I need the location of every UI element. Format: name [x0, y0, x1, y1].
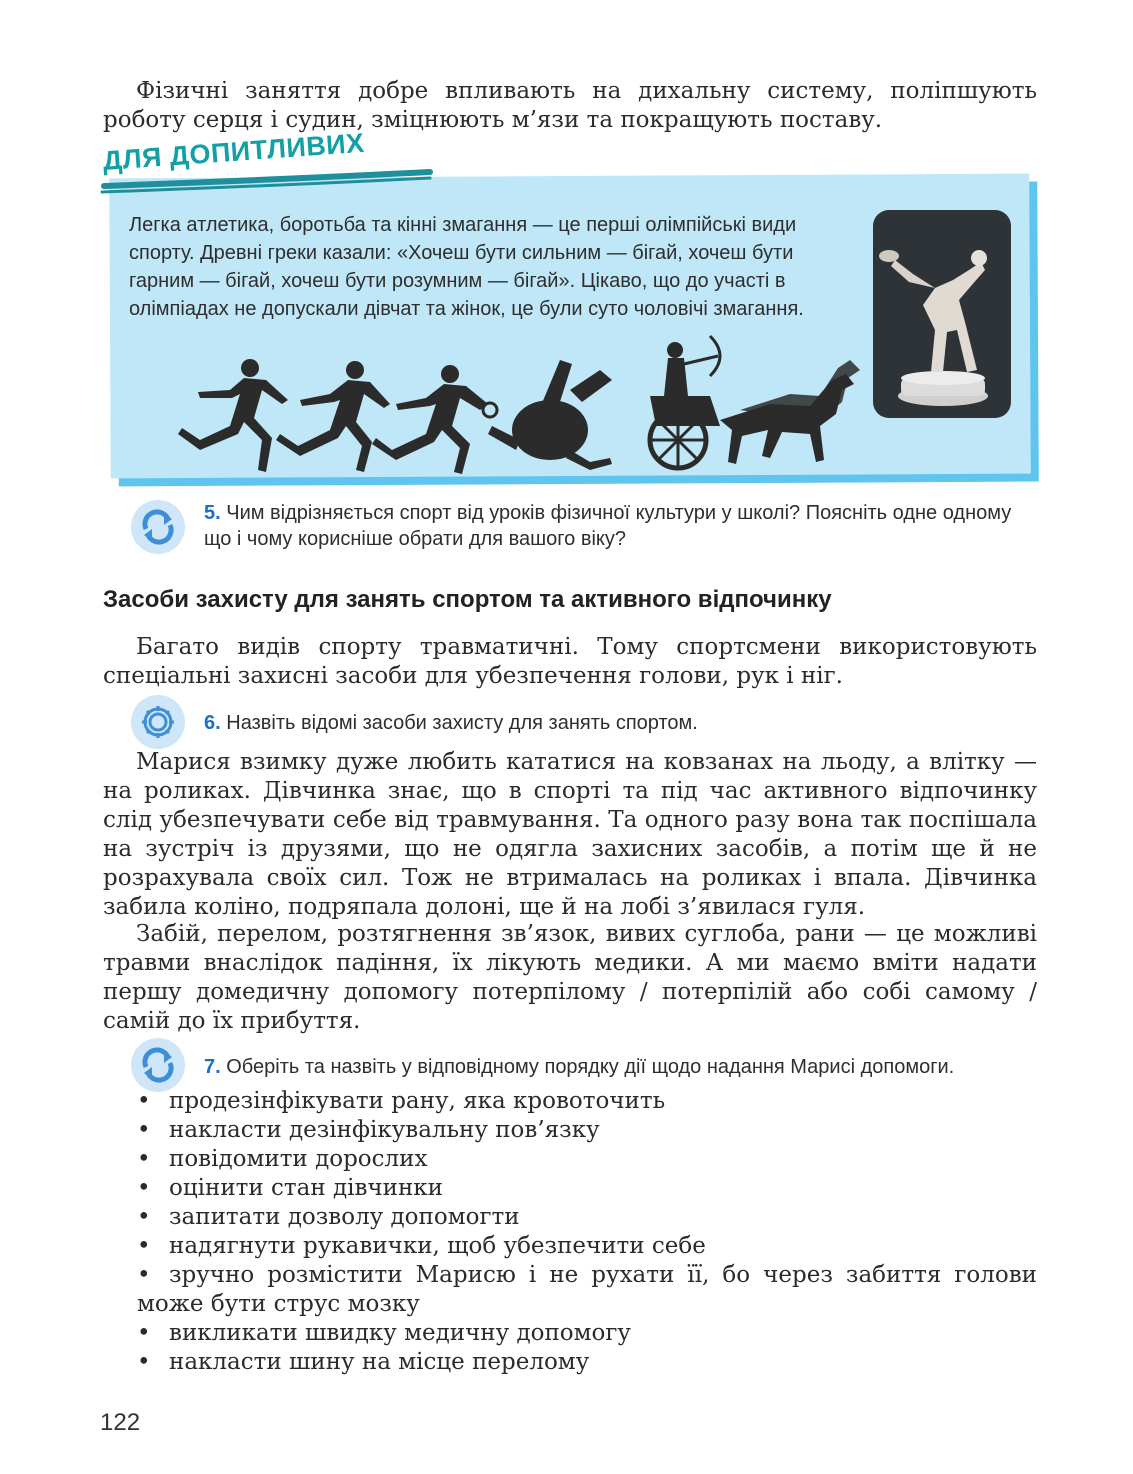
question-7-number: 7.	[204, 1056, 221, 1078]
question-6-text: Назвіть відомі засоби захисту для занять спортом.	[226, 712, 698, 734]
list-item: • повідомити дорослих	[137, 1146, 428, 1172]
list-item: • зручно розмістити Марисю і не рухати її, бо через забиття голови може бути струс мозку	[137, 1262, 1037, 1317]
question-5-number: 5.	[204, 502, 221, 524]
refresh-arrows-icon	[130, 499, 186, 555]
curious-title: ДЛЯ ДОПИТЛИВИХ	[101, 127, 366, 177]
ancient-athletes-illustration	[170, 330, 870, 480]
paragraph-marysia: Марися взимку дуже любить кататися на ковзанах на льоду, а влітку — на роликах. Дівчинка знає, що в спорті та під час активного відпочинку слід убезпечувати себе від травмування. Та одного разу вона так поспішала на зустріч із друзями, що не одягла захисних засобів, а потім ще й не розрахувала своїх сил. Тож не втрималась на роликах і впала. Дівчинка забила коліно, подряпала долоні, ще й на лобі з’явилася гуля.	[103, 749, 1037, 920]
question-7-text: Оберіть та назвіть у відповідному порядку дії щодо надання Марисі допомоги.	[226, 1056, 955, 1078]
curious-text: Легка атлетика, боротьба та кінні змагання — це перші олімпійські види спорту. Древні греки казали: «Хочеш бути сильним — бігай, хочеш бути гарним — бігай, хочеш бути розумним — бігай». Цікаво, що до участі в олімпіадах не допускали дівчат та жінок, це були суто чоловічі змагання.	[129, 214, 804, 320]
list-item: • викликати швидку медичну допомогу	[137, 1320, 631, 1346]
list-item: • накласти шину на місце перелому	[137, 1349, 590, 1375]
actions-list	[137, 1087, 1037, 1377]
list-item: • надягнути рукавички, щоб убезпечити себе	[137, 1233, 706, 1259]
paragraph-injuries: Забій, перелом, розтягнення зв’язок, вивих суглоба, рани — це можливі травми внаслідок падіння, їх лікують медики. А ми маємо вміти надати першу домедичну допомогу потерпілому / потерпілій або собі самому / самій до їх прибуття.	[103, 921, 1037, 1034]
question-6	[204, 710, 1039, 736]
question-7	[204, 1054, 1039, 1080]
refresh-arrows-icon	[130, 1037, 186, 1093]
question-5	[204, 500, 1039, 552]
question-6-number: 6.	[204, 712, 221, 734]
list-item: • оцінити стан дівчинки	[137, 1175, 444, 1201]
question-5-text: Чим відрізняється спорт від уроків фізичної культури у школі? Поясніть одне одному що і чому корисніше обрати для вашого віку?	[204, 502, 1012, 550]
discobolus-statue-image	[873, 210, 1011, 418]
paragraph-protection: Багато видів спорту травматичні. Тому спортсмени використовують спеціальні захисні засоби для убезпечення голови, рук і ніг.	[103, 634, 1037, 689]
list-item: • запитати дозволу допомогти	[137, 1204, 520, 1230]
intro-paragraph: Фізичні заняття добре впливають на дихальну систему, поліпшують роботу серця і судин, зміцнюють м’язи та покращують поставу.	[103, 78, 1037, 133]
gear-icon	[130, 694, 186, 750]
page-number: 122	[100, 1409, 141, 1436]
list-item: • продезінфікувати рану, яка кровоточить	[137, 1088, 666, 1114]
section-heading: Засоби захисту для занять спортом та активного відпочинку	[103, 586, 832, 613]
list-item: • накласти дезінфікувальну пов’язку	[137, 1117, 600, 1143]
